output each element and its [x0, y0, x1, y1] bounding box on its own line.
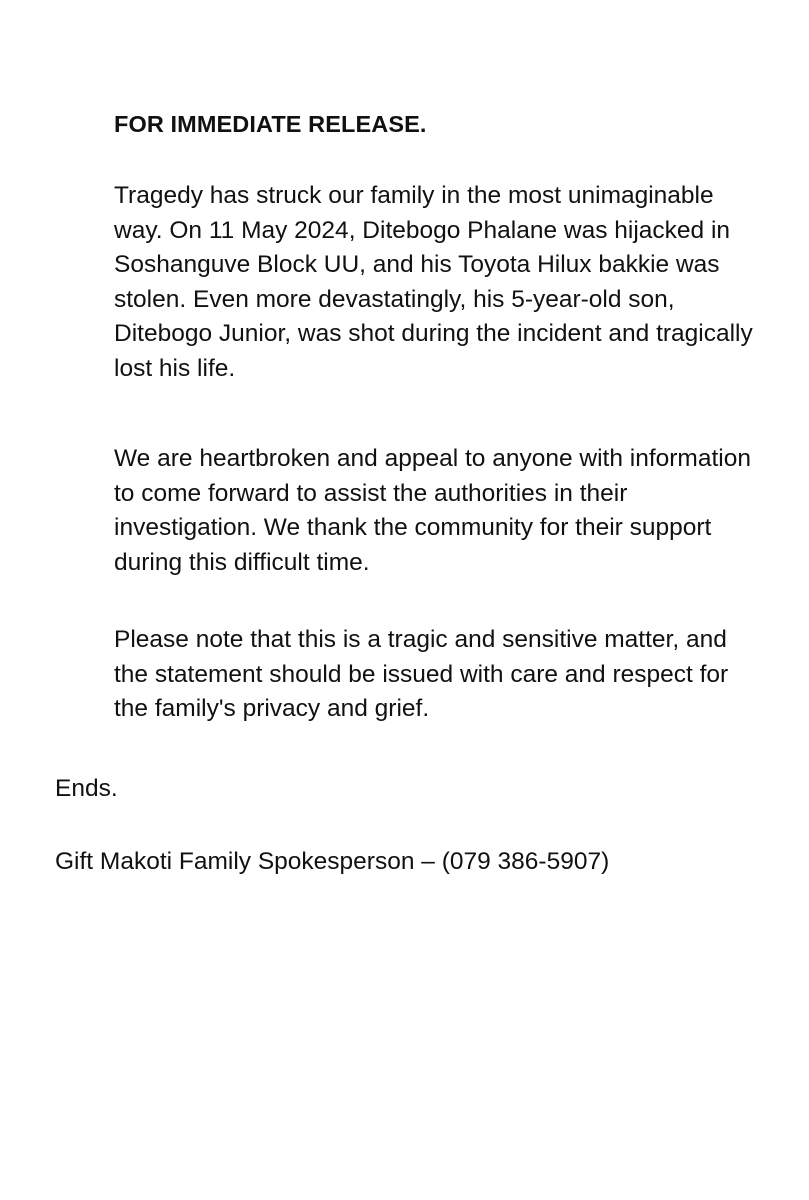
paragraph-appeal: We are heartbroken and appeal to anyone with information to come forward to assist the authorities in their investigation. We thank the community for their support during this difficult time.: [114, 445, 751, 576]
paragraph-tragedy: Tragedy has struck our family in the most unimaginable way. On 11 May 2024, Ditebogo Phalane was hijacked in Soshanguve Block UU, and his Toyota Hilux bakkie was stolen. Even more devastatingly, his 5-year-old son, Ditebogo Junior, was shot during the incident and tragically lost his life.: [114, 182, 753, 382]
ends-marker: Ends.: [55, 775, 118, 802]
spokesperson-contact: Gift Makoti Family Spokesperson – (079 386-5907): [55, 848, 610, 875]
release-heading: FOR IMMEDIATE RELEASE.: [114, 111, 427, 137]
paragraph-note: Please note that this is a tragic and sensitive matter, and the statement should be issued with care and respect for the family's privacy and grief.: [114, 626, 729, 722]
